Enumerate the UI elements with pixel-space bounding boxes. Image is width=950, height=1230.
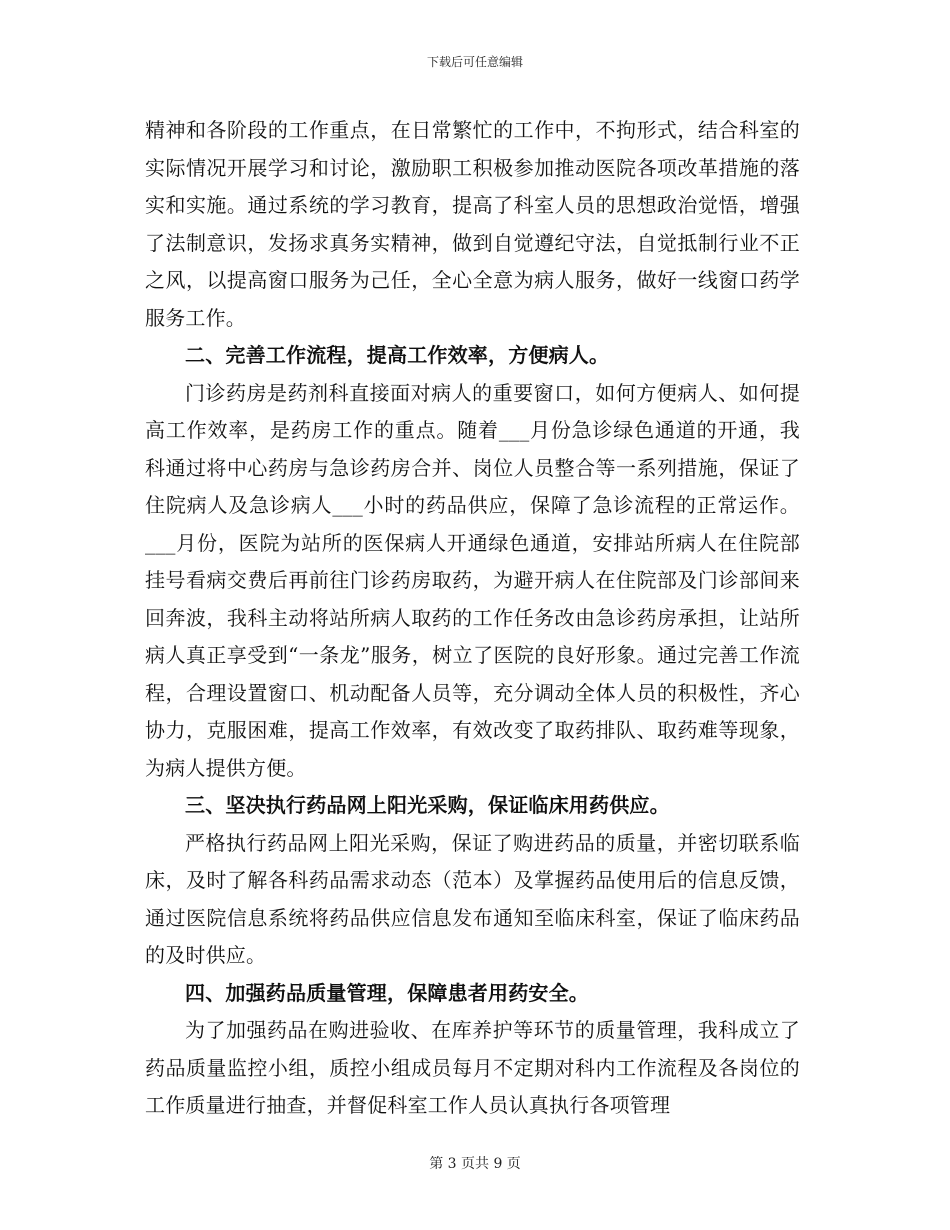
paragraph-continuation: 精神和各阶段的工作重点，在日常繁忙的工作中，不拘形式，结合科室的实际情况开展学习和讨论，激励职工积极参加推动医院各项改革措施的落实和实施。通过系统的学习教育，提高了科室人员的思想政治觉悟，增强了法制意识，发扬求真务实精神，做到自觉遵纪守法，自觉抵制行业不正之风，以提高窗口服务为己任，全心全意为病人服务，做好一线窗口药学服务工作。 [145,118,800,330]
section-heading-4: 四、加强药品质量管理，保障患者用药安全。 [185,980,589,1005]
section-heading-2: 二、完善工作流程，提高工作效率，方便病人。 [185,343,610,367]
page-header: 下载后可任意编辑 [426,55,523,69]
paragraph-section-4: 为了加强药品在购进验收、在库养护等环节的质量管理，我科成立了药品质量监控小组，质控小组成员每月不定期对科内工作流程及各岗位的工作质量进行抽查，并督促科室工作人员认真执行各项管理 [145,1018,800,1117]
section-heading-3: 三、坚决执行药品网上阳光采购，保证临床用药供应。 [185,793,670,817]
paragraph-section-2: 门诊药房是药剂科直接面对病人的重要窗口，如何方便病人、如何提高工作效率，是药房工作的重点。随着___月份急诊绿色通道的开通，我科通过将中心药房与急诊药房合并、岗位人员整合等一系列措施，保证了住院病人及急诊病人___小时的药品供应，保障了急诊流程的正常运作。___月份，医院为站所的医保病人开通绿色通道，安排站所病人在住院部挂号看病交费后再前往门诊药房取药，为避开病人在住院部及门诊部间来回奔波，我科主动将站所病人取药的工作任务改由急诊药房承担，让站所病人真正享受到“一条龙”服务，树立了医院的良好形象。通过完善工作流程，合理设置窗口、机动配备人员等，充分调动全体人员的积极性，齐心协力，克服困难，提高工作效率，有效改变了取药排队、取药难等现象，为病人提供方便。 [145,380,800,780]
page-number-footer: 第 3 页共 9 页 [429,1156,521,1172]
paragraph-section-3: 严格执行药品网上阳光采购，保证了购进药品的质量，并密切联系临床，及时了解各科药品需求动态（范本）及掌握药品使用后的信息反馈，通过医院信息系统将药品供应信息发布通知至临床科室，保证了临床药品的及时供应。 [145,830,800,967]
document-body [145,112,800,1125]
